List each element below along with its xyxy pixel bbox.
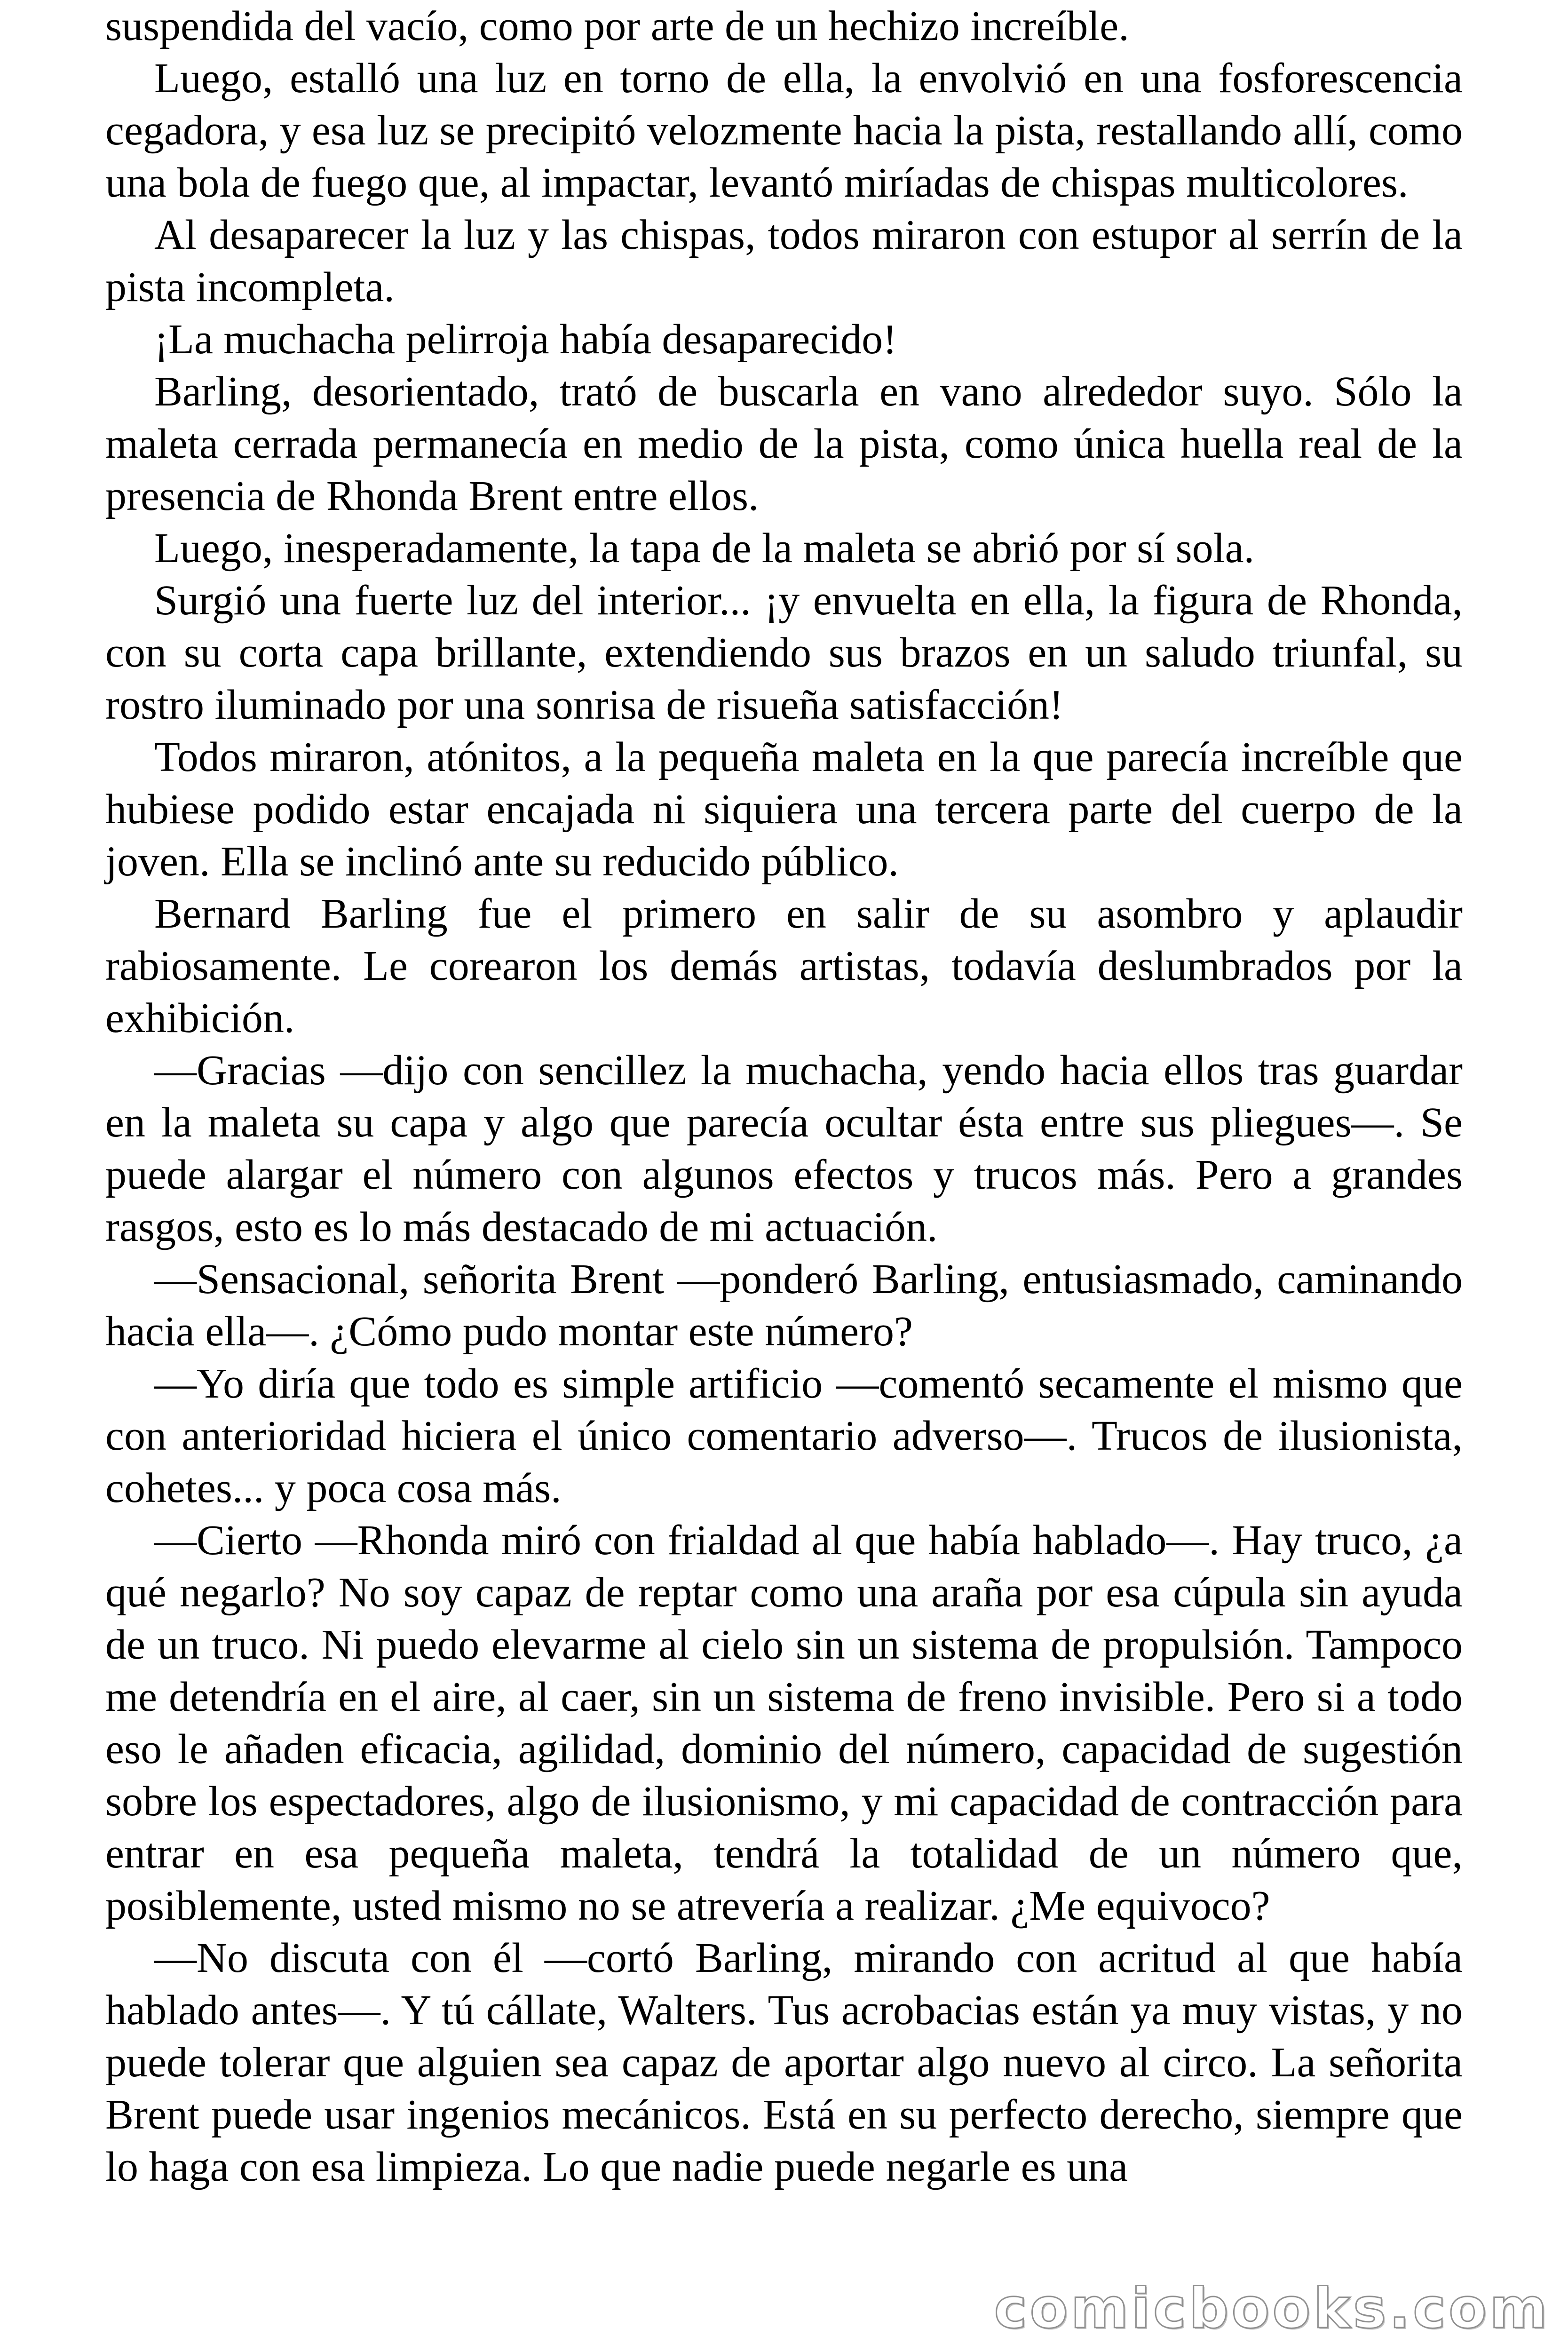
paragraph: Luego, estalló una luz en torno de ella, la envolvió en una fosforescencia cegadora, y esa luz se precipitó velozmente hacia la pista, restallando allí, como una bola de fuego que, al impactar, levantó miríadas de chispas multicolores.	[105, 55, 1463, 206]
watermark: comicbooks.com	[994, 2276, 1550, 2341]
paragraph: —Sensacional, señorita Brent —ponderó Barling, entusiasmado, caminando hacia ella—. ¿Cómo pudo montar este número?	[105, 1256, 1463, 1355]
paragraph: —No discuta con él —cortó Barling, mirando con acritud al que había hablado antes—. Y tú cállate, Walters. Tus acrobacias están ya muy vistas, y no puede tolerar que alguien sea capaz de aportar algo nuevo al circo. La señorita Brent puede usar ingenios mecánicos. Está en su perfecto derecho, siempre que lo haga con esa limpieza. Lo que nadie puede negarle es una	[105, 1935, 1463, 2190]
paragraph: Bernard Barling fue el primero en salir de su asombro y aplaudir rabiosamente. Le corearon los demás artistas, todavía deslumbrados por la exhibición.	[105, 890, 1463, 1041]
paragraph: —Gracias —dijo con sencillez la muchacha, yendo hacia ellos tras guardar en la maleta su capa y algo que parecía ocultar ésta entre sus pliegues—. Se puede alargar el número con algunos efectos y trucos más. Pero a grandes rasgos, esto es lo más destacado de mi actuación.	[105, 1047, 1463, 1250]
paragraph: Al desaparecer la luz y las chispas, todos miraron con estupor al serrín de la pista incompleta.	[105, 212, 1463, 310]
paragraph: —Yo diría que todo es simple artificio —comentó secamente el mismo que con anterioridad hiciera el único comentario adverso—. Trucos de ilusionista, cohetes... y poca cosa más.	[105, 1360, 1463, 1511]
paragraph: Luego, inesperadamente, la tapa de la maleta se abrió por sí sola.	[154, 525, 1255, 572]
paragraph: ¡La muchacha pelirroja había desaparecido!	[154, 316, 897, 363]
book-page-text	[105, 0, 1463, 2193]
paragraph: Barling, desorientado, trató de buscarla en vano alrededor suyo. Sólo la maleta cerrada permanecía en medio de la pista, como única huella real de la presencia de Rhonda Brent entre ellos.	[105, 368, 1463, 519]
paragraph: Surgió una fuerte luz del interior... ¡y envuelta en ella, la figura de Rhonda, con su corta capa brillante, extendiendo sus brazos en un saludo triunfal, su rostro iluminado por una sonrisa de risueña satisfacción!	[105, 577, 1463, 728]
paragraph: suspendida del vacío, como por arte de un hechizo increíble.	[105, 3, 1129, 49]
paragraph: Todos miraron, atónitos, a la pequeña maleta en la que parecía increíble que hubiese podido estar encajada ni siquiera una tercera parte del cuerpo de la joven. Ella se inclinó ante su reducido público.	[105, 734, 1463, 885]
paragraph: —Cierto —Rhonda miró con frialdad al que había hablado—. Hay truco, ¿a qué negarlo? No soy capaz de reptar como una araña por esa cúpula sin ayuda de un truco. Ni puedo elevarme al cielo sin un sistema de propulsión. Tampoco me detendría en el aire, al caer, sin un sistema de freno invisible. Pero si a todo eso le añaden eficacia, agilidad, dominio del número, capacidad de sugestión sobre los espectadores, algo de ilusionismo, y mi capacidad de contracción para entrar en esa pequeña maleta, tendrá la totalidad de un número que, posiblemente, usted mismo no se atrevería a realizar. ¿Me equivoco?	[105, 1517, 1463, 1929]
